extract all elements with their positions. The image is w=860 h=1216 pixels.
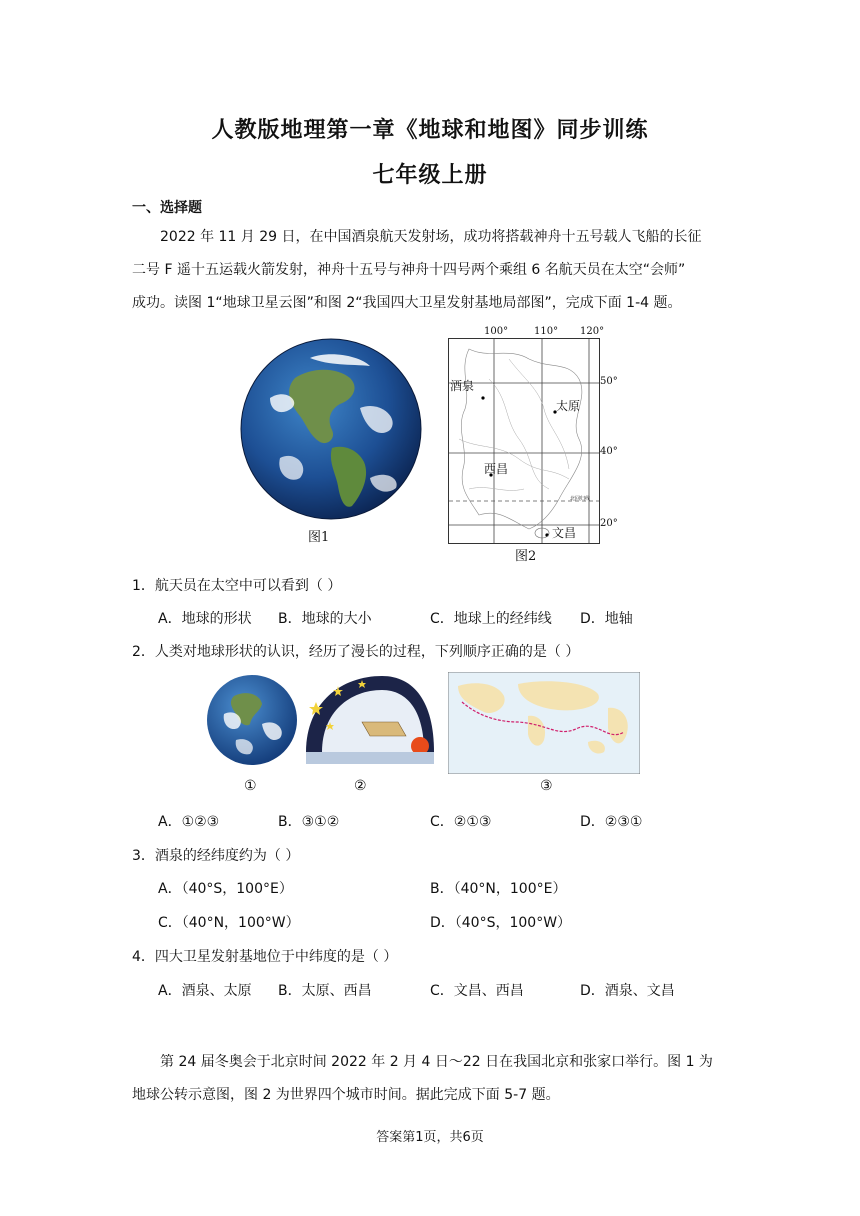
intro-line-1: 2022 年 11 月 29 日，在中国酒泉航天发射场，成功将搭载神舟十五号载人飞船的长征 bbox=[160, 229, 702, 245]
city-jiuquan: 酒泉 bbox=[450, 379, 475, 393]
q4-option-a[interactable]: A．酒泉、太原 bbox=[158, 983, 252, 999]
city-taiyuan: 太原 bbox=[556, 399, 581, 413]
intro2-line-1: 第 24 届冬奥会于北京时间 2022 年 2 月 4 日～22 日在我国北京和张家口举行。图 1 为 bbox=[160, 1054, 713, 1070]
q2-stem: 2．人类对地球形状的认识，经历了漫长的过程，下列顺序正确的是（ ） bbox=[132, 644, 580, 660]
q3-option-a[interactable]: A．（40°S，100°E） bbox=[158, 881, 293, 897]
q1-stem: 1．航天员在太空中可以看到（ ） bbox=[132, 578, 342, 594]
fig1-caption: 图1 bbox=[308, 530, 330, 545]
q1-option-a[interactable]: A．地球的形状 bbox=[158, 611, 252, 627]
city-xichang: 西昌 bbox=[484, 462, 509, 476]
earth-satellite-image bbox=[240, 338, 422, 520]
intro-line-2: 二号 F 遥十五运载火箭发射，神舟十五号与神舟十四号两个乘组 6 名航天员在太空“会师” bbox=[132, 262, 686, 278]
lat-label-20: 20° bbox=[600, 518, 618, 529]
page-title: 人教版地理第一章《地球和地图》同步训练 bbox=[211, 118, 649, 143]
q2-option-c[interactable]: C．②①③ bbox=[430, 814, 492, 830]
q2-option-d[interactable]: D．②③① bbox=[580, 814, 643, 830]
intro-line-3: 成功。读图 1“地球卫星云图”和图 2“我国四大卫星发射基地局部图”，完成下面 1-4 题。 bbox=[132, 295, 682, 311]
q2-image-dome bbox=[302, 672, 438, 768]
q2-image-globe bbox=[206, 674, 298, 766]
lat-label-50: 50° bbox=[600, 376, 618, 387]
q4-option-d[interactable]: D．酒泉、文昌 bbox=[580, 983, 675, 999]
q3-option-d[interactable]: D．（40°S，100°W） bbox=[430, 915, 572, 931]
lon-label-100: 100° bbox=[484, 326, 509, 337]
q3-stem: 3．酒泉的经纬度约为（ ） bbox=[132, 848, 300, 864]
section-heading: 一、选择题 bbox=[132, 200, 202, 216]
q3-option-c[interactable]: C．（40°N，100°W） bbox=[158, 915, 300, 931]
fig2-caption: 图2 bbox=[515, 549, 537, 564]
q2-option-a[interactable]: A．①②③ bbox=[158, 814, 220, 830]
q4-stem: 4．四大卫星发射基地位于中纬度的是（ ） bbox=[132, 949, 398, 965]
q3-option-b[interactable]: B．（40°N，100°E） bbox=[430, 881, 567, 897]
q1-option-c[interactable]: C．地球上的经纬线 bbox=[430, 611, 552, 627]
page-footer: 答案第1页，共6页 bbox=[376, 1130, 484, 1145]
q1-option-d[interactable]: D．地轴 bbox=[580, 611, 633, 627]
intro2-line-2: 地球公转示意图，图 2 为世界四个城市时间。据此完成下面 5-7 题。 bbox=[132, 1087, 560, 1103]
tropic-label: 北回归线 bbox=[570, 496, 591, 502]
lat-label-40: 40° bbox=[600, 446, 618, 457]
q2-option-b[interactable]: B．③①② bbox=[278, 814, 340, 830]
q2-image-world-map bbox=[448, 672, 640, 774]
page-subtitle: 七年级上册 bbox=[372, 163, 488, 188]
q4-option-b[interactable]: B．太原、西昌 bbox=[278, 983, 372, 999]
q2-image-label-3: ③ bbox=[540, 778, 553, 794]
q4-option-c[interactable]: C．文昌、西昌 bbox=[430, 983, 524, 999]
q2-image-label-2: ② bbox=[354, 778, 367, 794]
city-wenchang: 文昌 bbox=[552, 526, 577, 540]
lon-label-110: 110° bbox=[534, 326, 559, 337]
q1-option-b[interactable]: B．地球的大小 bbox=[278, 611, 372, 627]
lon-label-120: 120° bbox=[580, 326, 605, 337]
q2-image-label-1: ① bbox=[244, 778, 257, 794]
